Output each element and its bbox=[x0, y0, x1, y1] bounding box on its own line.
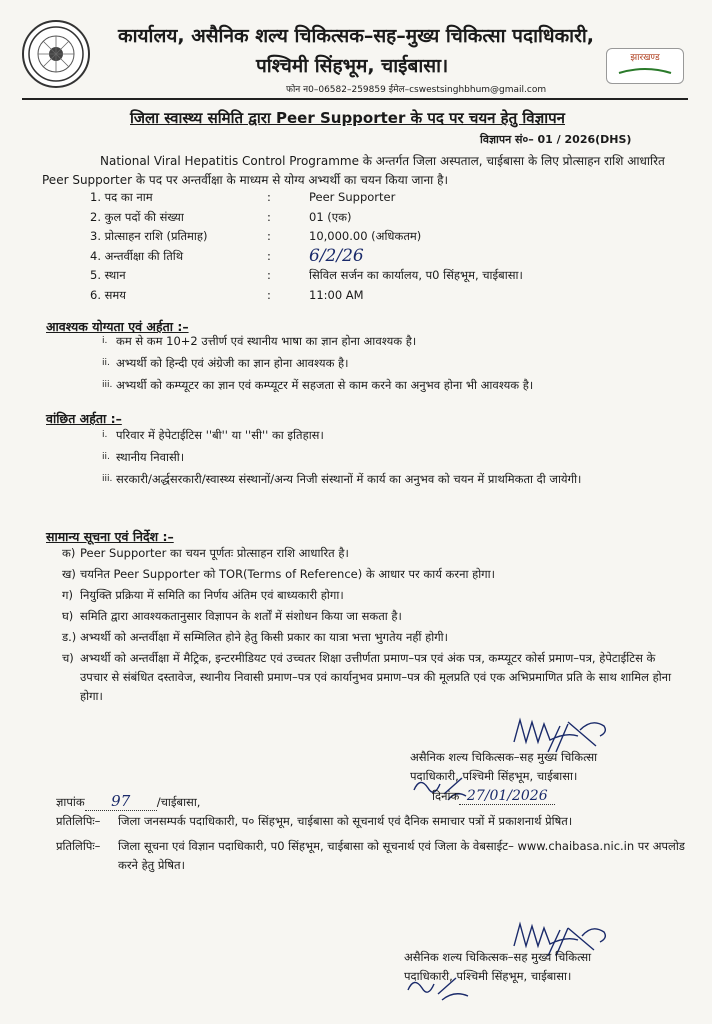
signature-line2: पदाधिकारी, पश्चिमी सिंहभूम, चाईबासा। bbox=[410, 769, 578, 783]
interview-date-handwritten: 6/2/26 bbox=[309, 245, 364, 266]
copy-list bbox=[56, 812, 686, 875]
signature-line1: असैनिक शल्य चिकित्सक–सह मुख्य चिकित्सा bbox=[410, 750, 598, 764]
memo-date: दिनांक 27/01/2026 bbox=[432, 788, 555, 805]
office-name-line2: पश्चिमी सिंहभूम, चाईबासा। bbox=[256, 55, 449, 77]
list-item: iii. अभ्यर्थी को कम्प्यूटर का ज्ञान एवं कम्प्यूटर में सहजता से काम करने का अनुभव होना भी आवश्यक है। bbox=[102, 378, 534, 392]
signature-line1: असैनिक शल्य चिकित्सक–सह मुख्य चिकित्सा bbox=[404, 950, 592, 964]
intro-paragraph: National Viral Hepatitis Control Programme के अन्तर्गत जिला अस्पताल, चाईबासा के लिए प्रोत्साहन राशि आधारित Peer Supporter के पद पर अन्तर्वीक्षा के माध्यम से योग्य अभ्यर्थी का चयन किया जाना है। bbox=[42, 154, 665, 187]
jharkhand-logo-text: झारखण्ड bbox=[630, 53, 660, 63]
header-divider bbox=[22, 98, 688, 100]
memo-reference: ज्ञापांक 97 /चाईबासा, bbox=[56, 792, 201, 810]
copy-item: प्रतिलिपिः– जिला सूचना एवं विज्ञान पदाधिकारी, प0 सिंहभूम, चाईबासा को सूचनार्थ एवं जिला के वेबसाईट– www.chaibasa.nic.in पर अपलोड करने हेतु प्रेषित। bbox=[56, 839, 685, 872]
initial-scribble-icon bbox=[404, 970, 474, 1004]
memo-number-handwritten: 97 bbox=[111, 792, 131, 810]
list-item: ख) चयनित Peer Supporter को TOR(Terms of Reference) के आधार पर कार्य करना होगा। bbox=[62, 567, 495, 581]
list-item: ड.) अभ्यर्थी को अन्तर्वीक्षा में सम्मिलित होने हेतु किसी प्रकार का यात्रा भत्ता भुगतेय नहीं होगी। bbox=[62, 630, 448, 644]
list-item: i. परिवार में हेपेटाईटिस ''बी'' या ''सी'' का इतिहास। bbox=[102, 428, 324, 442]
list-item: क) Peer Supporter का चयन पूर्णतः प्रोत्साहन राशि आधारित है। bbox=[62, 546, 349, 560]
desired-heading: वांछित अर्हता :– bbox=[46, 411, 122, 426]
desired-list bbox=[80, 426, 686, 492]
instructions-list bbox=[40, 544, 686, 708]
list-item: iii. सरकारी/अर्द्धसरकारी/स्वास्थ्य संस्थानों/अन्य निजी संस्थानों में कार्य का अनुभव को चयन में प्राथमिकता दी जायेगी। bbox=[102, 472, 582, 486]
list-item: ii. अभ्यर्थी को हिन्दी एवं अंग्रेजी का ज्ञान होना आवश्यक है। bbox=[102, 356, 349, 370]
instructions-heading: सामान्य सूचना एवं निर्देश :– bbox=[46, 529, 174, 544]
list-item: i. कम से कम 10+2 उत्तीर्ण एवं स्थानीय भाषा का ज्ञान होना आवश्यक है। bbox=[102, 334, 417, 348]
list-item: च) अभ्यर्थी को अन्तर्वीक्षा में मैट्रिक, इन्टरमीडियट एवं उच्चतर शिक्षा उत्तीर्णता प्रमाण–पत्र एवं अंक पत्र, कम्प्यूटर कोर्स प्रमाण–पत्र, हेपेटाईटिस के उपचार से संबंधित दस्तावेज, स्थानीय निवासी प्रमाण–पत्र एवं कार्यानुभव प्रमाण–पत्र की मूलप्रति एवं एक अभिप्रमाणित प्रति के साथ शामिल होना होगा। bbox=[62, 651, 672, 703]
jharkhand-logo bbox=[606, 48, 684, 84]
notice-title: जिला स्वास्थ्य समिति द्वारा Peer Supporter के पद पर चयन हेतु विज्ञापन bbox=[130, 109, 565, 127]
required-list bbox=[80, 332, 686, 398]
required-heading: आवश्यक योग्यता एवं अर्हता :– bbox=[46, 319, 189, 334]
list-item: घ) समिति द्वारा आवश्यकतानुसार विज्ञापन के शर्तों में संशोधन किया जा सकता है। bbox=[62, 609, 402, 623]
list-item: ii. स्थानीय निवासी। bbox=[102, 450, 185, 464]
date-handwritten: 27/01/2026 bbox=[466, 788, 548, 804]
advertisement-number: विज्ञापन सं०– 01 / 2026(DHS) bbox=[480, 133, 632, 146]
list-item: ग) नियुक्ति प्रक्रिया में समिति का निर्णय अंतिम एवं बाध्यकारी होगा। bbox=[62, 588, 344, 602]
emblem-icon bbox=[22, 20, 90, 88]
signature-line2: पदाधिकारी, पश्चिमी सिंहभूम, चाईबासा। bbox=[404, 969, 572, 983]
contact-info: फोन न0–06582–259859 ईमेल–cswestsinghbhum@gmail.com bbox=[286, 85, 547, 95]
logo-swoosh-icon bbox=[615, 65, 675, 77]
office-name-line1: कार्यालय, असैनिक शल्य चिकित्सक–सह–मुख्य चिकित्सा पदाधिकारी, bbox=[118, 25, 595, 47]
copy-item: प्रतिलिपिः– जिला जनसम्पर्क पदाधिकारी, प० सिंहभूम, चाईबासा को सूचनार्थ एवं दैनिक समाचार पत्रों में प्रकाशनार्थ प्रेषित। bbox=[56, 814, 573, 828]
